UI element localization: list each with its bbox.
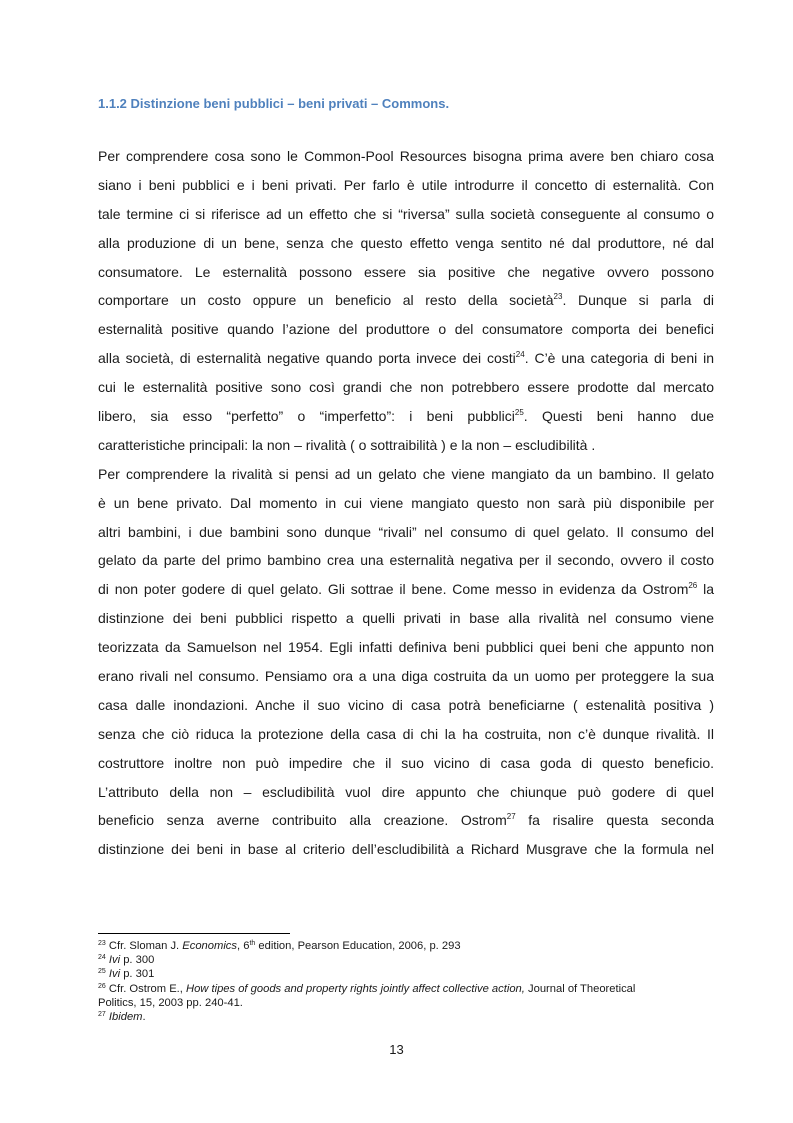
line-text: costruttore inoltre non può impedire che il suo vicino di casa goda di questo beneficio.	[98, 754, 714, 771]
footnotes	[98, 939, 718, 1024]
footnote-title: Economics	[182, 940, 237, 952]
footnote-text: p. 301	[120, 968, 155, 981]
footnote-text: .	[142, 1011, 146, 1024]
footnote-number: 24	[98, 954, 106, 962]
line-text: alla produzione di un bene, senza che questo effetto venga sentito né dal produttore, né dal	[98, 234, 714, 251]
line-text: consumatore. Le esternalità possono essere sia positive che negative ovvero possono	[98, 263, 714, 280]
line-text: . C’è una categoria di beni in	[524, 350, 714, 367]
line-text: esternalità positive quando l’azione del produttore o del consumatore comporta dei benefici	[98, 321, 714, 338]
line-text: è un bene privato. Dal momento in cui viene mangiato questo non sarà più disponibile per	[98, 494, 714, 511]
line-text: alla società, di esternalità negative quando porta invece dei costi	[98, 350, 516, 367]
text-line	[98, 200, 714, 229]
footnote-text: Politics, 15, 2003 pp. 240-41.	[98, 996, 243, 1009]
text-line	[98, 806, 714, 835]
section-heading: 1.1.2 Distinzione beni pubblici – beni privati – Commons.	[98, 96, 450, 111]
footnote	[98, 967, 718, 981]
text-line	[98, 749, 714, 778]
footnote	[98, 996, 718, 1010]
footnote-ref: 23	[553, 292, 563, 302]
footnote-ref: 24	[515, 350, 525, 360]
footnote-title: How tipes of goods and property rights jointly affect collective action,	[185, 982, 525, 995]
text-line	[98, 402, 714, 431]
footnote-number: 26	[98, 982, 106, 990]
footnote-text: Cfr. Ostrom E.,	[105, 982, 186, 995]
paragraph-2	[98, 460, 714, 864]
text-line	[98, 142, 714, 171]
text-line	[98, 575, 714, 604]
footnote-text: , 6	[237, 940, 250, 952]
text-line	[98, 373, 714, 402]
line-text: Per comprendere la rivalità si pensi ad un gelato che viene mangiato da un bambino. Il gelato	[98, 465, 714, 482]
line-text: Per comprendere cosa sono le Common-Pool Resources bisogna prima avere ben chiaro cosa	[98, 148, 714, 164]
text-line	[98, 633, 714, 662]
line-text: . Dunque si parla di	[562, 292, 714, 309]
text-line	[98, 720, 714, 749]
line-text: senza che ciò riduca la protezione della casa di chi la ha costruita, non c’è dunque rivalità. Il	[98, 725, 714, 742]
paragraph-1	[98, 142, 714, 460]
line-text: la	[697, 581, 714, 598]
line-text: fa risalire questa seconda	[515, 812, 714, 829]
footnote	[98, 939, 718, 953]
footnote-number: 25	[98, 968, 106, 976]
text-line	[98, 546, 714, 575]
footnote-title: Ivi	[108, 968, 121, 981]
footnote-number: 23	[98, 940, 106, 947]
body-text	[98, 142, 714, 864]
line-text: erano rivali nel consumo. Pensiamo ora a una diga costruita da un uomo per proteggere la sua	[98, 668, 714, 685]
line-text: distinzione dei beni pubblici rispetto a quelli privati in base alla rivalità nel consumo viene	[98, 610, 714, 627]
text-line	[98, 778, 714, 807]
footnote-separator	[98, 933, 290, 934]
page-number: 13	[389, 1042, 404, 1057]
line-text: comportare un costo oppure un beneficio al resto della società	[98, 292, 554, 309]
text-line	[98, 315, 714, 344]
line-text: L’attributo della non – escludibilità vuol dire appunto che chiunque può godere di quel	[98, 783, 714, 800]
footnote-ref: 25	[514, 408, 524, 418]
footnote-ref: 26	[688, 581, 698, 591]
ordinal-suffix: th	[249, 940, 256, 947]
text-line	[98, 460, 714, 489]
line-text: tale termine ci si riferisce ad un effetto che si “riversa” sulla società conseguente al consumo o	[98, 205, 714, 222]
text-line	[98, 518, 714, 547]
text-line	[98, 604, 714, 633]
text-line	[98, 286, 714, 315]
line-text: libero, sia esso “perfetto” o “imperfetto”: i beni pubblici	[98, 408, 515, 425]
footnote-text: Journal of Theoretical	[524, 982, 636, 995]
text-line	[98, 431, 714, 460]
footnote-title: Ibidem	[108, 1011, 143, 1024]
footnote-text: edition, Pearson Education, 2006, p. 293	[255, 940, 461, 952]
line-text: siano i beni pubblici e i beni privati. Per farlo è utile introdurre il concetto di esternalità. Con	[98, 176, 714, 193]
line-text: teorizzata da Samuelson nel 1954. Egli infatti definiva beni pubblici quei beni che appunto non	[98, 639, 714, 656]
footnote-title: Ivi	[108, 954, 121, 967]
footnote-text: Cfr. Sloman J.	[105, 940, 183, 952]
footnote-text: p. 300	[120, 954, 155, 967]
text-line	[98, 171, 714, 200]
footnote-number: 27	[98, 1011, 106, 1019]
footnote	[98, 953, 718, 967]
line-text: . Questi beni hanno due	[523, 408, 714, 425]
line-text: gelato da parte del primo bambino crea una esternalità negativa per il secondo, ovvero il costo	[98, 552, 714, 569]
text-line	[98, 489, 714, 518]
text-line	[98, 344, 714, 373]
line-text: di non poter godere di quel gelato. Gli sottrae il bene. Come messo in evidenza da Ostrom	[98, 581, 689, 598]
text-line	[98, 691, 714, 720]
text-line	[98, 662, 714, 691]
text-line	[98, 258, 714, 287]
line-text: caratteristiche principali: la non – rivalità ( o sottraibilità ) e la non – escludibilità .	[98, 436, 596, 453]
text-line	[98, 229, 714, 258]
line-text: cui le esternalità positive sono così grandi che non potrebbero essere prodotte dal mercato	[98, 379, 714, 396]
line-text: distinzione dei beni in base al criterio dell’escludibilità a Richard Musgrave che la formula nel	[98, 841, 714, 858]
line-text: casa dalle inondazioni. Anche il suo vicino di casa potrà beneficiarne ( estenalità positiva )	[98, 696, 714, 713]
footnote	[98, 1010, 718, 1024]
footnote-ref: 27	[506, 812, 516, 822]
footnote	[98, 982, 718, 996]
line-text: beneficio senza averne contribuito alla creazione. Ostrom	[98, 812, 507, 829]
line-text: altri bambini, i due bambini sono dunque “rivali” nel consumo di quel gelato. Il consumo del	[98, 523, 714, 540]
text-line	[98, 835, 714, 864]
